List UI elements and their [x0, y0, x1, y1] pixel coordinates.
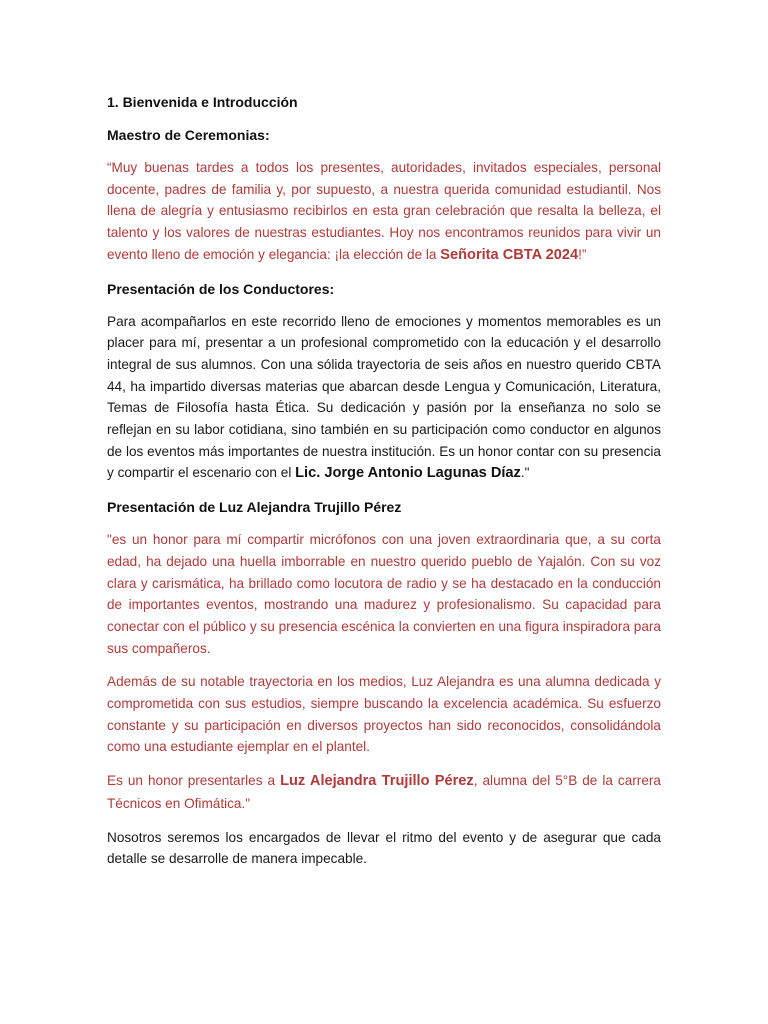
- welcome-text: “Muy buenas tardes a todos los presentes, autoridades, invitados especiales, personal docente, padres de familia y, por supuesto, a nuestra querida comunidad estudiantil. Nos llena de alegría y entusiasmo recibirlos en esta gran celebración que resalta la belleza, el talento y los valores de nuestras estudiantes. Hoy nos encontramos reunidos para vivir un evento lleno de emoción y elegancia: ¡la elección de la: [107, 160, 661, 262]
- closing-paragraph: Nosotros seremos los encargados de llevar el ritmo del evento y de asegurar que cada detalle se desarrolle de manera impecable.: [107, 829, 661, 867]
- luz-intro-paragraph: [107, 770, 661, 814]
- luz-intro-end: , alumna del 5°B de la carrera Técnicos en Ofimática.": [107, 773, 661, 811]
- luz-paragraph-2: Además de su notable trayectoria en los medios, Luz Alejandra es una alumna dedicada y comprometida con sus estudios, siempre buscando la excelencia académica. Su esfuerzo constante y su participación en diversos proyectos han sido reconocidos, consolidándola como una estudiante ejemplar en el plantel.: [107, 674, 661, 755]
- luz-intro-text: Es un honor presentarles a: [107, 773, 281, 789]
- conductor-end: .": [520, 465, 530, 481]
- mc-heading: Maestro de Ceremonias:: [107, 127, 270, 143]
- event-name: Señorita CBTA 2024: [440, 246, 579, 263]
- luz-heading: Presentación de Luz Alejandra Trujillo Pérez: [107, 499, 402, 516]
- conductor-paragraph: [107, 311, 661, 486]
- section-heading: 1. Bienvenida e Introducción: [107, 94, 298, 110]
- conductor-name: Lic. Jorge Antonio Lagunas Díaz: [295, 465, 521, 482]
- luz-name: Luz Alejandra Trujillo Pérez: [280, 773, 474, 790]
- welcome-end: !”: [578, 246, 587, 262]
- conductores-heading: Presentación de los Conductores:: [107, 280, 335, 297]
- conductor-text: Para acompañarlos en este recorrido lleno de emociones y momentos memorables es un placer para mí, presentar a un profesional comprometido con la educación y el desarrollo integral de sus alumnos. Con una sólida trayectoria de seis años en nuestro querido CBTA 44, ha impartido diversas materias que abarcan desde Lengua y Comunicación, Literatura, Temas de Filosofía hasta Ética. Su dedicación y pasión por la enseñanza no solo se reflejan en su labor cotidiana, sino también en su participación como conductor en algunos de los eventos más importantes de nuestra institución. Es un honor contar con su presencia y compartir el escenario con el: [107, 313, 661, 481]
- welcome-paragraph: [107, 157, 661, 267]
- luz-paragraph-1: "es un honor para mí compartir micrófonos con una joven extraordinaria que, a su corta edad, ha dejado una huella imborrable en nuestro querido pueblo de Yajalón. Con su voz clara y carismática, ha brillado como locutora de radio y se ha destacado en la conducción de importantes eventos, mostrando una madurez y profesionalismo. Su capacidad para conectar con el público y su presencia escénica la convierten en una figura inspiradora para sus compañeros.: [107, 532, 661, 656]
